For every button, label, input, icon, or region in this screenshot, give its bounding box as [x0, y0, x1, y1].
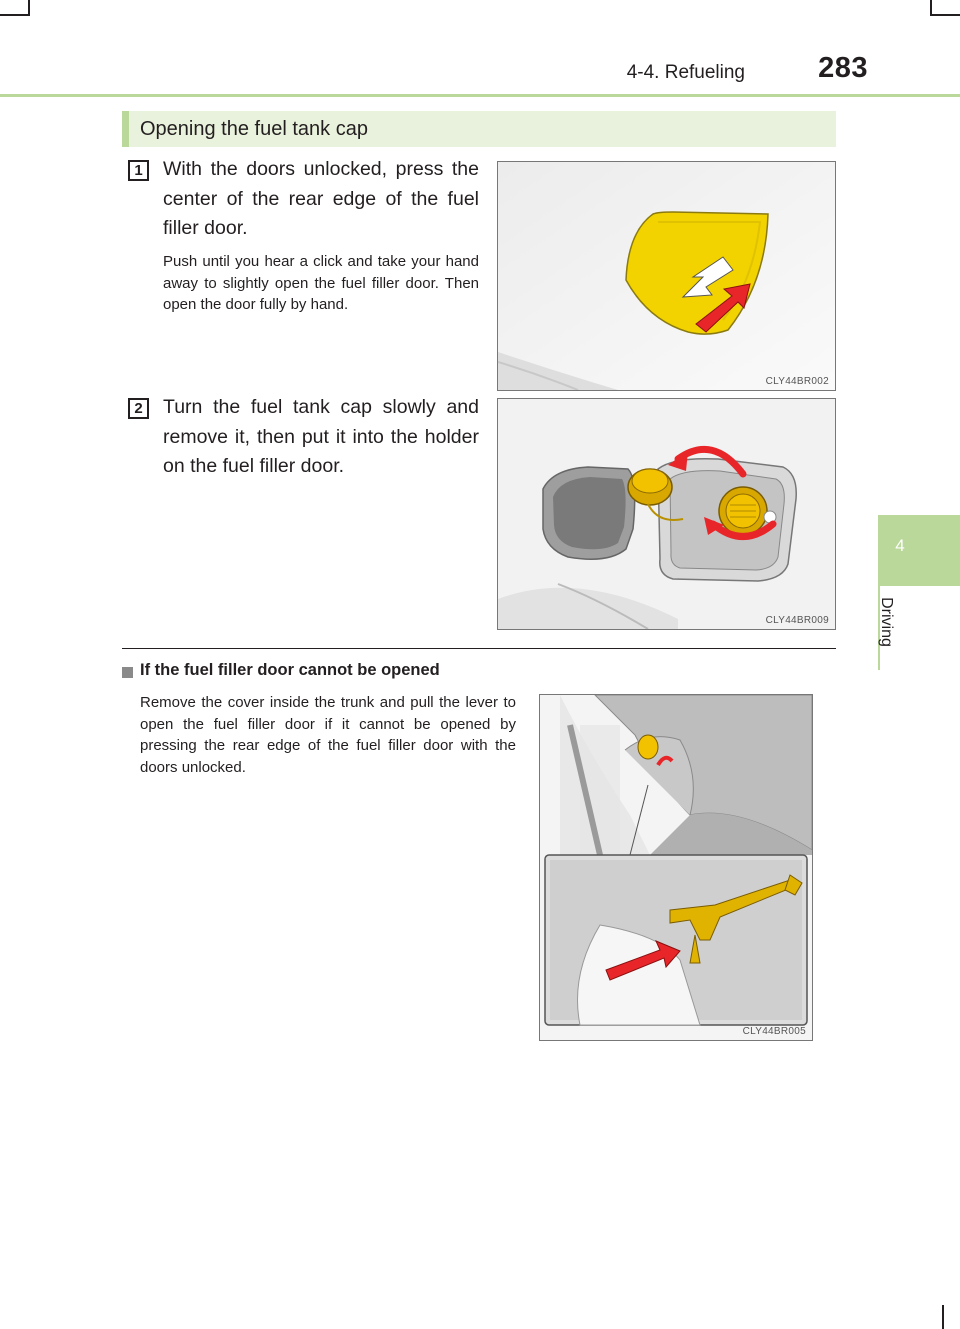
- figure-fuel-filler-door: [497, 161, 836, 391]
- subsection-heading: If the fuel filler door cannot be opened: [140, 661, 440, 679]
- crop-mark: [930, 0, 932, 14]
- subsection-text: Remove the cover inside the trunk and pull the lever to open the fuel filler door if it cannot be opened by pressing the rear edge of the fuel filler door with the doors unlocked.: [140, 694, 516, 776]
- figure-trunk-lever: [539, 694, 813, 1041]
- step-2-text: Turn the fuel tank cap slowly and remove it, then put it into the holder on the fuel filler door.: [163, 396, 479, 477]
- header-section-label: 4-4. Refueling: [626, 62, 745, 83]
- chapter-number: 4: [895, 536, 905, 555]
- crop-mark: [930, 14, 960, 16]
- crop-mark: [28, 0, 30, 14]
- subsection-rule: [122, 648, 836, 649]
- header-rule: [0, 94, 960, 97]
- figure-fuel-tank-cap: [497, 398, 836, 630]
- section-title: Opening the fuel tank cap: [140, 118, 368, 140]
- step-number-2: 2: [128, 398, 149, 419]
- figure-code: CLY44BR005: [742, 1026, 806, 1037]
- fuel-door-illustration: [498, 162, 835, 390]
- section-title-accent: [122, 111, 129, 147]
- step-1-note: Push until you hear a click and take your hand away to slightly open the fuel filler door. Then open the door fully by hand.: [163, 253, 479, 313]
- figure-code: CLY44BR002: [765, 376, 829, 387]
- crop-mark: [942, 1305, 944, 1329]
- chapter-name: Driving: [878, 597, 895, 647]
- trunk-lever-illustration: [540, 695, 812, 1040]
- page-number: 283: [818, 52, 868, 84]
- step-1-text: With the doors unlocked, press the center of the rear edge of the fuel filler door.: [163, 158, 479, 239]
- subsection-marker-icon: [122, 667, 133, 678]
- lever-cover: [638, 735, 658, 759]
- step-number-1: 1: [128, 160, 149, 181]
- crop-mark: [0, 14, 30, 16]
- fuel-cap-illustration: [498, 399, 835, 629]
- figure-code: CLY44BR009: [765, 615, 829, 626]
